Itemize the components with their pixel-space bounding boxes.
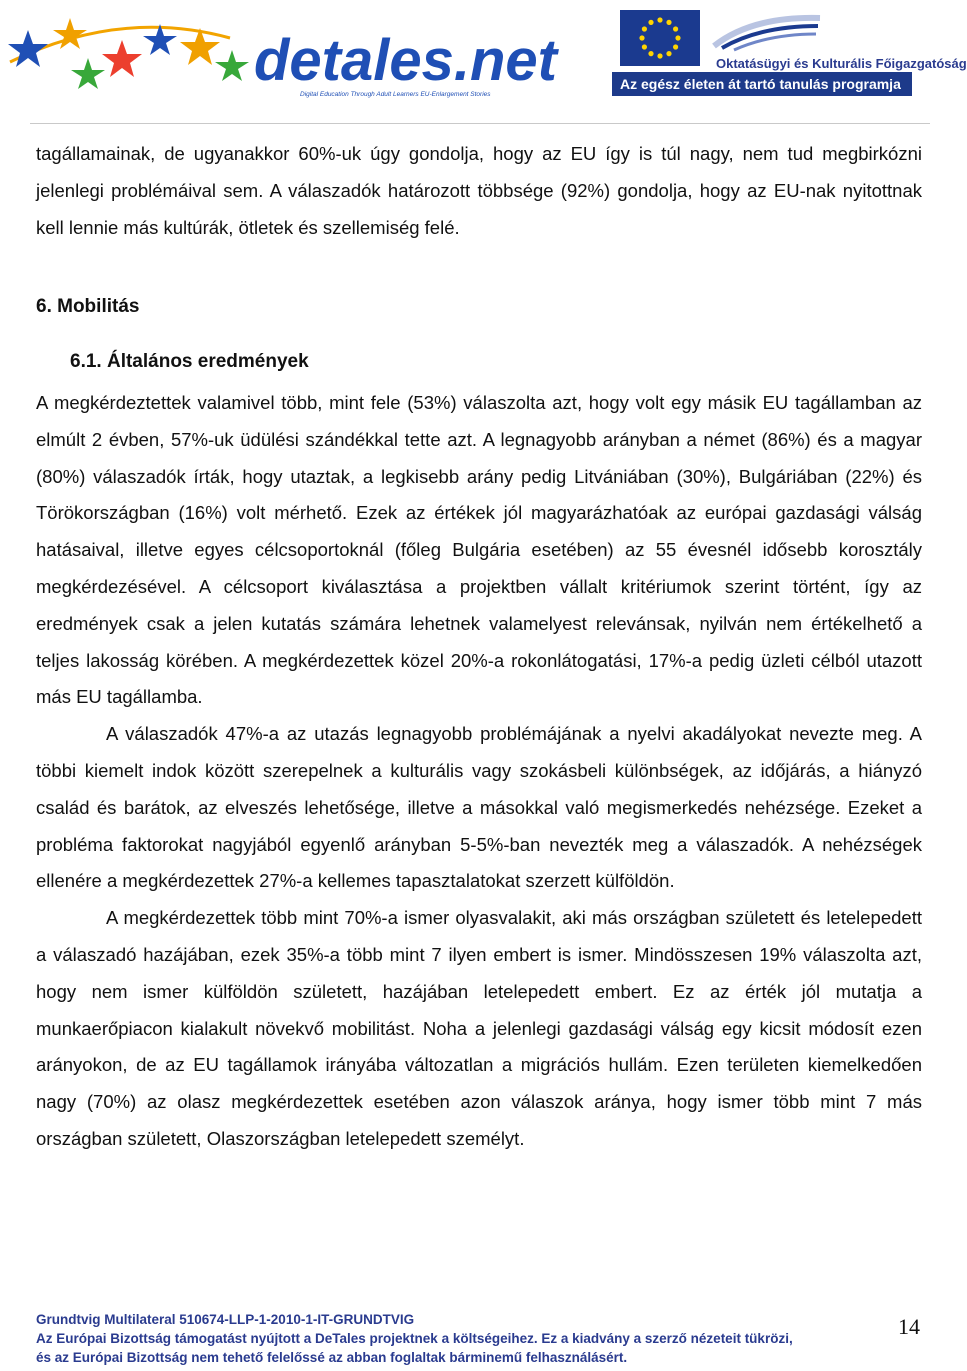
subsection-heading: 6.1. Általános eredmények bbox=[70, 351, 309, 373]
section-heading: 6. Mobilitás bbox=[36, 296, 140, 318]
page-number: 14 bbox=[898, 1314, 920, 1339]
page-footer bbox=[36, 1310, 936, 1367]
eu-flag-icon bbox=[620, 10, 700, 66]
footer-grant-id: Grundtvig Multilateral 510674-LLP-1-2010-1-IT-GRUNDTVIG bbox=[36, 1312, 415, 1327]
footer-disclaimer-line-2: és az Európai Bizottság nem tehető felelőssé az abban foglaltak bárminemű felhasználásért. bbox=[36, 1350, 628, 1365]
agency-emblem-icon bbox=[712, 12, 822, 52]
agency-logo bbox=[612, 8, 967, 98]
footer-disclaimer-line-1: Az Európai Bizottság támogatást nyújtott a DeTales projektnek a költségeihez. Ez a kiadvány a szerző nézeteit tükrözi, bbox=[36, 1331, 793, 1346]
paragraph: tagállamainak, de ugyanakkor 60%-uk úgy gondolja, hogy az EU így is túl nagy, nem tud megbirkózni jelenlegi problémáival sem. A válaszadók határozott többsége (92%) gondolja, hogy az EU-nak nyitottnak kell lennie más kultúrák, ötletek és szellemiség felé. bbox=[36, 143, 922, 238]
header-divider bbox=[30, 123, 930, 124]
program-name: Az egész életen át tartó tanulás programja bbox=[612, 72, 912, 96]
logo-wordmark: detales.net bbox=[254, 28, 557, 93]
page-header bbox=[0, 0, 967, 125]
logo-tagline: Digital Education Through Adult Learners EU-Enlargement Stories bbox=[300, 91, 491, 98]
paragraph: A megkérdezettek több mint 70%-a ismer olyasvalakit, aki más országban született és letelepedett a válaszadó hazájában, ezek 35%-a több mint 7 ilyen embert is ismer. Mindösszesen 19% válaszolta azt, hogy nem ismer külföldön született, hazájában letelepedett embert. Ez az érték jól mutatja a munkaerőpiacon kialakult növekvő mobilitást. Noha a jelenlegi gazdasági válság egy kicsit módosít ezen arányokon, de az EU tagállamok irányába változatlan a migrációs hullám. Ezen területen kiemelkedően nagy (70%) az olasz megkérdezettek esetében azon válaszok aránya, hogy ismer több mint 7 más országban született, Olaszországban letelepedett személyt. bbox=[36, 907, 922, 1149]
document-body bbox=[36, 136, 922, 1158]
paragraph: A válaszadók 47%-a az utazás legnagyobb problémájának a nyelvi akadályokat nevezte meg. A többi kiemelt indok között szerepelnek a kulturális vagy szokásbeli különbségek, az időjárás, a hiányzó család és barátok, az elveszés lehetősége, illetve a másokkal való megismerkedés nehézsége. Ezeket a probléma faktorokat nagyjából egyenlő arányban 5-5%-ban nevezték meg a válaszadók. A nehézségek ellenére a megkérdezettek 27%-a kellemes tapasztalatokat szerzett külföldön. bbox=[36, 723, 922, 892]
agency-name: Oktatásügyi és Kulturális Főigazgatóság bbox=[716, 56, 967, 71]
paragraph: A megkérdeztettek valamivel több, mint fele (53%) válaszolta azt, hogy volt egy másik EU tagállamban az elmúlt 2 évben, 57%-uk üdülési szándékkal tette azt. A legnagyobb arányban a német (86%) és a magyar (80%) válaszadók írták, hogy utaztak, a legkisebb arány pedig Litvániában (30%), Bulgáriában (22%) és Törökországban (16%) volt mérhető. Ezek az értékek jól magyarázhatóak az európai gazdasági válság hatásaival, illetve egyes célcsoportoknál (főleg Bulgária esetében) az 55 évesnél idősebb korosztály megkérdezésével. A célcsoport kiválasztása a projektben vállalt kritériumok szerint történt, így az eredmények csak a jelen kutatás számára lehetnek valamelyest relevánsak, nyilván nem értékelhető a teljes lakosság körében. A megkérdezettek közel 20%-a rokonlátogatási, 17%-a pedig üzleti célból utazott más EU tagállamba. bbox=[36, 391, 922, 708]
detales-logo bbox=[0, 0, 557, 115]
